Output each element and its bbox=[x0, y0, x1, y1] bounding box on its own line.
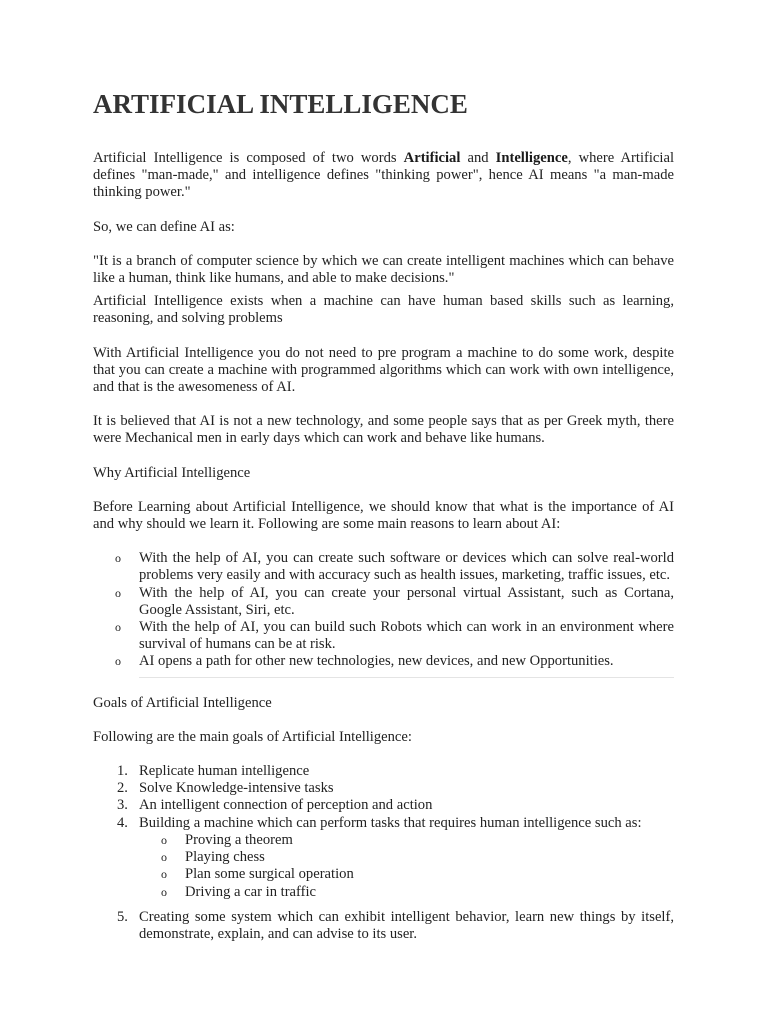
intro-text-1: Artificial Intelligence is composed of two words bbox=[93, 150, 404, 166]
sub-list-item bbox=[161, 849, 674, 866]
list-number: 3. bbox=[117, 797, 128, 814]
list-item bbox=[115, 653, 674, 670]
section-divider bbox=[139, 677, 674, 678]
list-item bbox=[115, 619, 674, 653]
list-number: 2. bbox=[117, 780, 128, 797]
list-number: 5. bbox=[117, 908, 128, 925]
intro-bold-artificial: Artificial bbox=[403, 150, 461, 166]
sub-list-item-text: Plan some surgical operation bbox=[185, 866, 354, 883]
exists-paragraph: Artificial Intelligence exists when a machine can have human based skills such as learning, reasoning, and solving problems bbox=[93, 293, 674, 327]
intro-bold-intelligence: Intelligence bbox=[495, 150, 568, 166]
sub-list-item bbox=[161, 883, 674, 901]
history-paragraph: It is believed that AI is not a new technology, and some people says that as per Greek myth, there were Mechanical men in early days which can work and behave like humans. bbox=[93, 413, 674, 447]
list-item-text: Solve Knowledge-intensive tasks bbox=[139, 780, 334, 797]
intro-text-3: , where Artificial defines "man-made," and intelligence defines "thinking power", hence AI means "a man-made thinking power." bbox=[93, 150, 675, 201]
bullet-marker: o bbox=[161, 832, 167, 847]
definition-quote: "It is a branch of computer science by which we can create intelligent machines which can behave like a human, think like humans, and able to make decisions." bbox=[93, 252, 674, 287]
list-item bbox=[117, 780, 674, 797]
list-item-text: Creating some system which can exhibit intelligent behavior, learn new things by itself, demonstrate, explain, and can advise to its user. bbox=[139, 908, 674, 942]
bullet-marker: o bbox=[115, 620, 121, 635]
sub-list-item-text: Proving a theorem bbox=[185, 831, 293, 848]
sub-list-item-text: Playing chess bbox=[185, 849, 265, 866]
list-item-text: Replicate human intelligence bbox=[139, 763, 310, 780]
list-number: 1. bbox=[117, 763, 128, 780]
list-item bbox=[117, 908, 674, 943]
list-item-text: With the help of AI, you can create your personal virtual Assistant, such as Cortana, Google Assistant, Siri, etc. bbox=[139, 584, 674, 618]
list-item-text: An intelligent connection of perception and action bbox=[139, 797, 433, 814]
intro-paragraph bbox=[93, 150, 674, 202]
preprogram-paragraph: With Artificial Intelligence you do not need to pre program a machine to do some work, despite that you can create a machine with programmed algorithms which can work with own intelligence, and that is the awesomeness of AI. bbox=[93, 344, 674, 396]
bullet-marker: o bbox=[115, 585, 121, 600]
list-item-text: With the help of AI, you can create such software or devices which can solve real-world problems very easily and with accuracy such as health issues, marketing, traffic issues, etc. bbox=[139, 550, 674, 584]
list-item-text: With the help of AI, you can build such Robots which can work in an environment where survival of humans can be at risk. bbox=[139, 619, 674, 653]
goals-heading: Goals of Artificial Intelligence bbox=[93, 694, 272, 711]
list-item-text: Building a machine which can perform tasks that requires human intelligence such as: bbox=[139, 814, 642, 831]
goals-list bbox=[93, 763, 674, 943]
goal-4-sublist bbox=[139, 832, 674, 901]
list-item bbox=[117, 814, 674, 901]
bullet-marker: o bbox=[115, 551, 121, 566]
sub-list-item-text: Driving a car in traffic bbox=[185, 883, 317, 900]
why-heading: Why Artificial Intelligence bbox=[93, 464, 251, 481]
reasons-list bbox=[93, 550, 674, 670]
list-item bbox=[115, 550, 674, 584]
bullet-marker: o bbox=[115, 654, 121, 669]
document-page bbox=[93, 84, 674, 943]
sub-list-item bbox=[161, 866, 674, 883]
list-item bbox=[115, 584, 674, 619]
intro-text-2: and bbox=[460, 150, 496, 166]
bullet-marker: o bbox=[161, 884, 167, 899]
page-title: ARTIFICIAL INTELLIGENCE bbox=[93, 89, 468, 119]
list-number: 4. bbox=[117, 814, 128, 831]
sub-list-item bbox=[161, 831, 674, 849]
list-item-text: AI opens a path for other new technologies, new devices, and new Opportunities. bbox=[139, 653, 614, 670]
why-intro-paragraph: Before Learning about Artificial Intelligence, we should know that what is the importance of AI and why should we learn it. Following are some main reasons to learn about AI: bbox=[93, 498, 674, 533]
goals-intro-paragraph: Following are the main goals of Artificial Intelligence: bbox=[93, 728, 412, 745]
bullet-marker: o bbox=[161, 867, 167, 882]
define-line: So, we can define AI as: bbox=[93, 218, 235, 235]
bullet-marker: o bbox=[161, 850, 167, 865]
list-item bbox=[117, 763, 674, 780]
list-item bbox=[117, 797, 674, 814]
